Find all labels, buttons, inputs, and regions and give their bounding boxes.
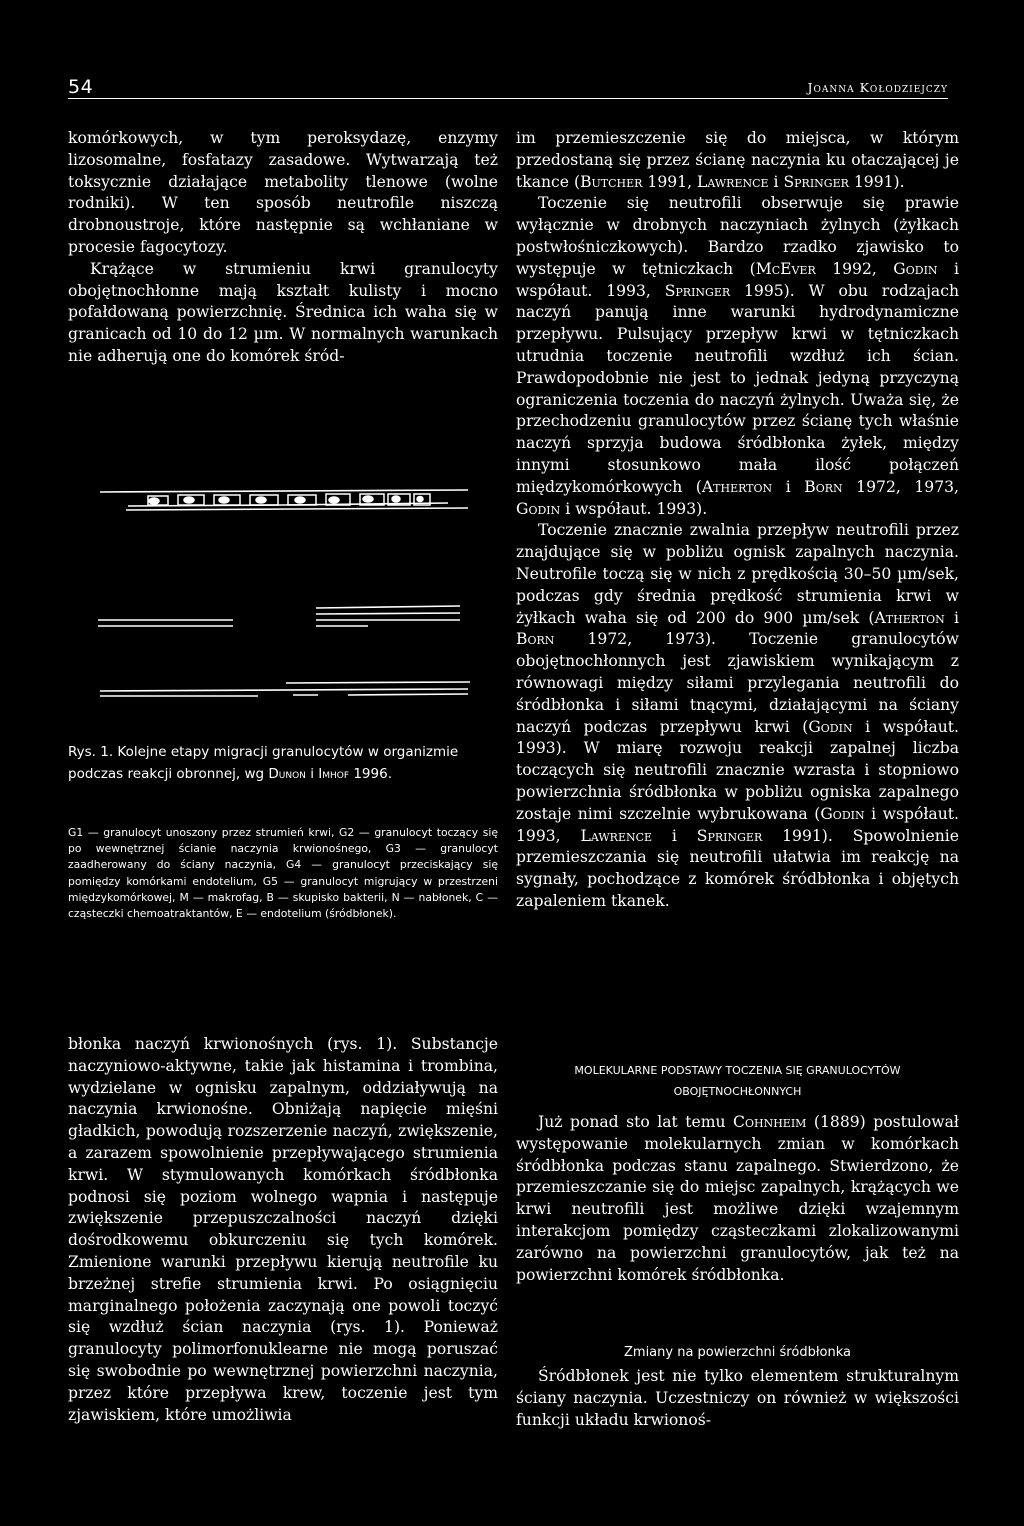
left-column-bottom: [68, 1034, 498, 1426]
page-number: 54: [68, 76, 94, 98]
caption-year: 1996.: [349, 765, 392, 782]
paragraph: błonka naczyń krwionośnych (rys. 1). Substancje naczyniowo-aktywne, takie jak histamina i trombina, wydzielane w ognisku zapalnym, oddziaływują na naczynia krwionośne. Obniżają napięcie mięśni gładkich, powodują rozszerzenie naczyń, zwiększenie, a zarazem spowolnienie przepływającego strumienia krwi. W stymulowanych komórkach śródbłonka podnosi się poziom wolnego wapnia i następuje zwiększenie przepuszczalności naczyń dzięki dośrodkowemu obkurczeniu się tych komórek. Zmienione warunki przepływu kierują neutrofile ku brzeżnej strefie strumienia krwi. Po osiągnięciu marginalnego położenia zaczynają one powoli toczyć się wzdłuż ścian naczynia (rys. 1). Ponieważ granulocyty polimorfonuklearne nie mogą poruszać się swobodnie po wewnętrznej powierzchni naczynia, przez które przepływa krew, toczenie jest tym zjawiskiem, które umożliwia: [68, 1035, 498, 1424]
caption-text: i: [305, 765, 319, 782]
paragraph: im przemieszczenie się do miejsca, w którym przedostaną się przez ścianę naczynia ku otaczającej je tkance (Butcher 1991, Lawrence i Springer 1991).: [516, 129, 959, 191]
figure-vessel-diagram: [68, 480, 498, 710]
paragraph: Śródbłonek jest nie tylko elementem strukturalnym ściany naczynia. Uczestniczy on również w większości funkcji układu krwionoś-: [516, 1367, 959, 1429]
right-column-bottom: [516, 1366, 959, 1431]
running-head: Joanna Kołodziejczy: [807, 80, 948, 95]
caption-author: Dunon: [268, 765, 306, 782]
figure-caption: [68, 742, 498, 785]
paragraph: Toczenie się neutrofili obserwuje się prawie wyłącznie w drobnych naczyniach żylnych (żyłkach postwłośniczkowych). Bardzo rzadko zjawisko to występuje w tętniczkach (McEver 1992, Godin i współaut. 1993, Springer 1995). W obu rodzajach naczyń panują inne warunki hydrodynamiczne przepływu. Pulsujący przepływ krwi w tętniczkach utrudnia toczenie neutrofili wzdłuż ich ścian. Prawdopodobnie nie jest to jednak jedyną przyczyną ograniczenia toczenia do naczyń żylnych. Uważa się, że przechodzeniu granulocytów przez ścianę tych właśnie naczyń sprzyja budowa śródbłonka żyłek, między innymi stosunkowo mała ilość połączeń międzykomórkowych (Atherton i Born 1972, 1973, Godin i współaut. 1993).: [516, 194, 960, 518]
paragraph: komórkowych, w tym peroksydazę, enzymy lizosomalne, fosfatazy zasadowe. Wytwarzają też toksycznie działające metabolity tlenowe (wolne rodniki). W ten sposób neutrofile niszczą drobnoustroje, które następnie są wchłaniane w procesie fagocytozy.: [68, 129, 498, 256]
page-header: [68, 72, 948, 104]
left-column-top: [68, 128, 498, 368]
caption-author: Imhof: [318, 765, 350, 782]
legend-text: G1 — granulocyt unoszony przez strumień krwi, G2 — granulocyt toczący się po wewnętrznej ścianie naczynia krwionośnego, G3 — granulocyt zaadherowany do ściany naczynia, G4 — granulocyt przeciskający się pomiędzy komórkami endotelium, G5 — granulocyt migrujący w przestrzeni międzykomórkowej, M — makrofag, B — skupisko bakterii, N — nabłonek, C — cząsteczki chemoatraktantów, E — endotelium (śródbłonek).: [68, 826, 498, 921]
paragraph: Toczenie znacznie zwalnia przepływ neutrofili przez znajdujące się w pobliżu ognisk zapalnych naczynia. Neutrofile toczą się w nich z prędkością 30–50 µm/sek, podczas gdy średnia prędkość strumienia krwi w żyłkach waha się od 200 do 900 µm/sek (Atherton i Born 1972, 1973). Toczenie granulocytów obojętnochłonnych jest zjawiskiem wynikającym z równowagi między siłami przylegania neutrofili do śródbłonka i siłami tnącymi, działającymi na ściany naczyń podczas przepływu krwi (Godin i współaut. 1993). W miarę rozwoju reakcji zapalnej liczba toczących się neutrofili znacznie wzrasta i stopniowo powierzchnia śródbłonka w pobliżu ogniska zapalnego zostaje nimi szczelnie wybrukowana (Godin i współaut. 1993, Lawrence i Springer 1991). Spowolnienie przemieszczania się neutrofili ułatwia im reakcję na sygnały, pochodzące z komórek śródbłonka i objętych zapaleniem tkanek.: [516, 521, 959, 910]
vessel-wall-middle: [98, 606, 460, 626]
section-heading: MOLEKULARNE PODSTAWY TOCZENIA SIĘ GRANULOCYTÓW OBOJĘTNOCHŁONNYCH: [574, 1064, 901, 1098]
right-column-section: [516, 1112, 959, 1286]
header-rule: [68, 98, 948, 99]
vessel-wall-bottom: [100, 682, 470, 696]
figure-illustration: [68, 480, 498, 710]
subsection-heading: Zmiany na powierzchni śródbłonka: [624, 1345, 851, 1360]
right-column-top: [516, 128, 959, 913]
endothelial-cells: [148, 494, 430, 505]
figure-legend: [68, 825, 498, 922]
caption-text: Rys. 1. Kolejne etapy migracji granulocytów w organizmie podczas reakcji obronnej, wg: [68, 744, 459, 782]
paragraph: Krążące w strumieniu krwi granulocyty obojętnochłonne mają kształt kulisty i mocno pofałdowaną powierzchnię. Średnica ich waha się w granicach od 10 do 12 µm. W normalnych warunkach nie adherują one do komórek śród-: [68, 259, 498, 365]
paragraph: Już ponad sto lat temu Cohnheim (1889) postulował występowanie molekularnych zmian w komórkach śródbłonka podczas stanu zapalnego. Stwierdzono, że przemieszczanie się do miejsc zapalnych, krążących we krwi neutrofili jest możliwe dzięki wzajemnym interakcjom pomiędzy cząsteczkami zlokalizowanymi zarówno na powierzchni granulocytów, jak też na powierzchni komórek śródbłonka.: [516, 1113, 959, 1284]
